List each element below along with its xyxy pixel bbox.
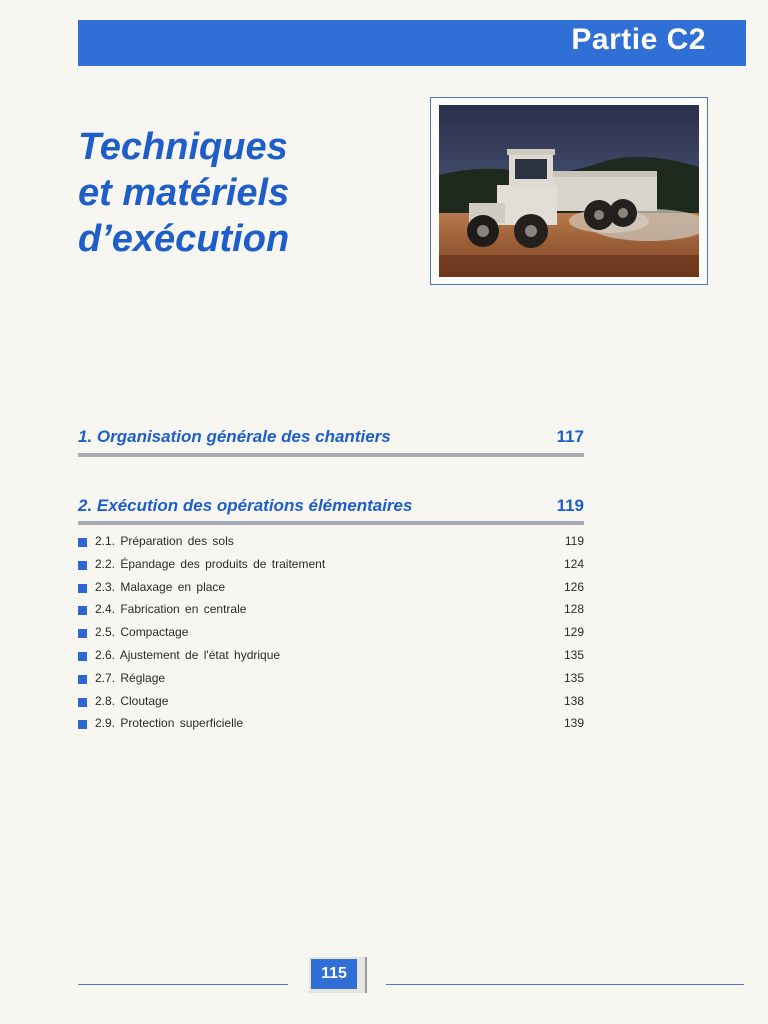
subsection-item[interactable] [78,534,584,557]
subsection-label: 2.5. Compactage [95,625,189,640]
section-page-number: 117 [556,427,584,446]
page-number-box [309,957,367,993]
subsection-item[interactable] [78,602,584,625]
subsection-item[interactable] [78,625,584,648]
subsection-label: 2.3. Malaxage en place [95,579,226,594]
section-title: 1. Organisation générale des chantiers [78,427,391,446]
subsection-page: 129 [563,625,584,640]
title-line-2: et matériels [78,172,290,214]
part-header-bar [78,20,746,66]
section-execution[interactable] [78,496,584,522]
section-organisation[interactable] [78,427,584,453]
subsection-page: 124 [563,556,584,571]
chapter-title [78,124,408,262]
square-bullet-icon [78,675,87,684]
subsection-label: 2.7. Réglage [95,670,166,685]
subsection-label: 2.6. Ajustement de l'état hydrique [95,647,281,662]
subsection-page: 135 [563,647,584,662]
subsection-label: 2.2. Épandage des produits de traitement [95,556,326,571]
subsection-label: 2.8. Cloutage [95,693,169,708]
subsection-page: 135 [563,670,584,685]
square-bullet-icon [78,538,87,547]
subsection-page: 139 [563,716,584,731]
title-line-1: Techniques [78,126,288,168]
square-bullet-icon [78,584,87,593]
square-bullet-icon [78,629,87,638]
square-bullet-icon [78,606,87,615]
square-bullet-icon [78,561,87,570]
subsection-page: 126 [563,579,584,594]
square-bullet-icon [78,698,87,707]
subsection-item[interactable] [78,557,584,580]
subsection-label: 2.4. Fabrication en centrale [95,602,247,617]
section-divider [78,453,584,457]
subsection-item[interactable] [78,694,584,717]
subsection-item[interactable] [78,716,584,739]
subsection-page: 119 [564,534,584,548]
footer-rule-left [78,984,288,985]
footer-rule-right [386,984,744,985]
section-divider [78,521,584,525]
section-page-number: 119 [556,496,584,515]
subsection-label: 2.9. Protection superficielle [95,716,244,731]
subsection-item[interactable] [78,671,584,694]
subsection-page: 138 [563,693,584,708]
photo-frame [430,97,708,285]
page-number: 115 [311,959,357,989]
subsection-page: 128 [563,602,584,617]
subsection-list [78,534,584,739]
subsection-label: 2.1. Préparation des sols [95,534,234,548]
subsection-item[interactable] [78,580,584,603]
section-title: 2. Exécution des opérations élémentaires [78,496,413,515]
subsection-item[interactable] [78,648,584,671]
title-line-3: d’exécution [78,218,290,260]
square-bullet-icon [78,652,87,661]
square-bullet-icon [78,720,87,729]
soil-stabilizer-photo [439,105,699,277]
part-label: Partie C2 [571,23,706,56]
